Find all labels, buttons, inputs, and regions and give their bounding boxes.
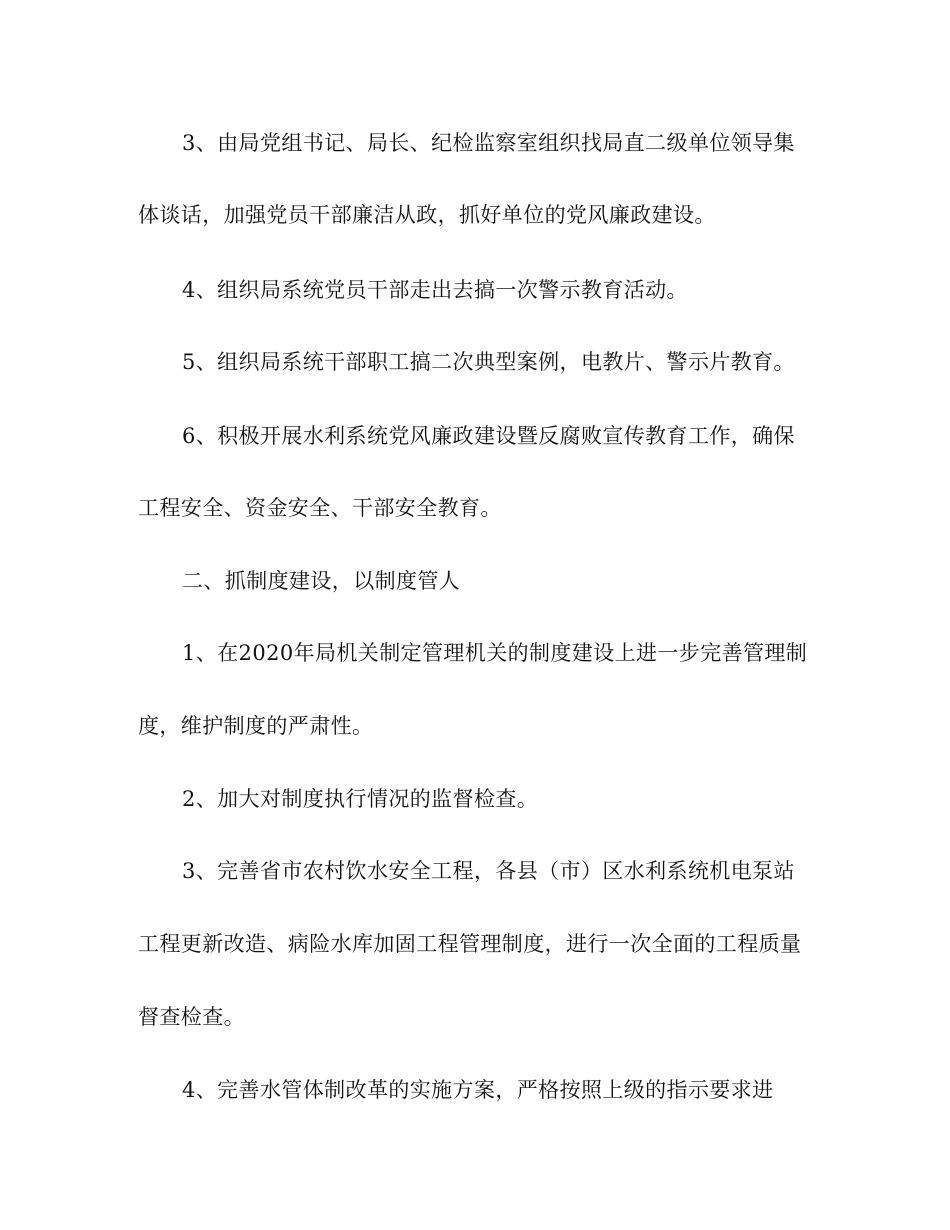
- paragraph-line: 体谈话，加强党员干部廉洁从政，抓好单位的党风廉政建设。: [138, 203, 716, 227]
- paragraph-line: 3、由局党组书记、局长、纪检监察室组织找局直二级单位领导集: [182, 131, 795, 155]
- paragraph-line: 4、组织局系统党员干部走出去搞一次警示教育活动。: [182, 278, 688, 302]
- paragraph-line: 工程安全、资金安全、干部安全教育。: [138, 496, 502, 520]
- paragraph-line: 工程更新改造、病险水库加固工程管理制度，进行一次全面的工程质量: [138, 932, 802, 956]
- paragraph-line: 6、积极开展水利系统党风廉政建设暨反腐败宣传教育工作，确保: [182, 424, 795, 448]
- paragraph-line: 4、完善水管体制改革的实施方案，严格按照上级的指示要求进: [182, 1078, 774, 1102]
- paragraph-line: 1、在2020年局机关制定管理机关的制度建设上进一步完善管理制: [182, 641, 808, 665]
- paragraph-line: 3、完善省市农村饮水安全工程，各县（市）区水利系统机电泵站: [182, 859, 795, 883]
- paragraph-line: 度，维护制度的严肃性。: [138, 714, 374, 738]
- paragraph-line: 督查检查。: [138, 1005, 245, 1029]
- paragraph-line: 2、加大对制度执行情况的监督检查。: [182, 787, 539, 811]
- section-heading: 二、抓制度建设，以制度管人: [182, 569, 461, 593]
- paragraph-line: 5、组织局系统干部职工搞二次典型案例，电教片、警示片教育。: [182, 350, 795, 374]
